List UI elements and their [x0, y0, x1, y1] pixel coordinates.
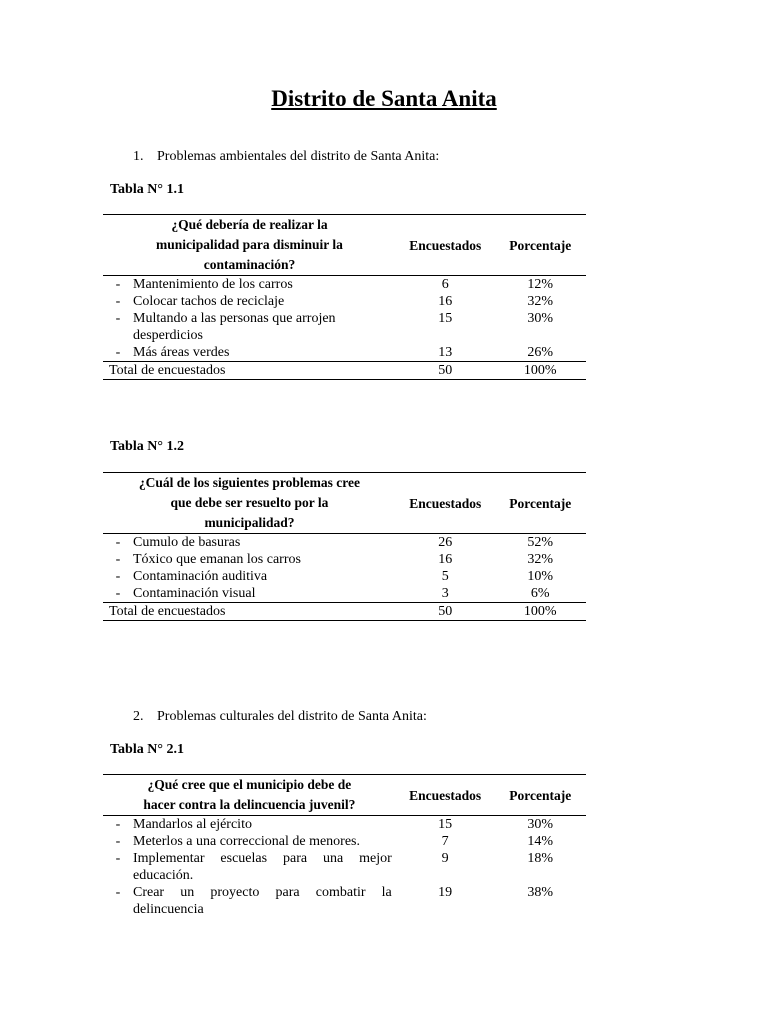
row-porcentaje: 32%	[527, 552, 554, 567]
total-row	[103, 603, 586, 621]
row-porcentaje: 6%	[530, 586, 550, 601]
row-label: Multando a las personas que arrojen desperdicios	[133, 311, 336, 343]
encuestados-header: Encuestados	[396, 775, 495, 816]
section-1-heading	[133, 149, 439, 165]
row-encuestados: 5	[441, 569, 449, 584]
porcentaje-header: Porcentaje	[495, 473, 586, 534]
total-label: Total de encuestados	[103, 603, 396, 621]
row-encuestados: 16	[438, 552, 453, 567]
row-porcentaje: 26%	[527, 345, 554, 360]
question-header	[103, 473, 396, 534]
bullet-dash: -	[115, 851, 121, 866]
table-row	[103, 534, 586, 552]
encuestados-header: Encuestados	[396, 215, 495, 276]
bullet-dash: -	[115, 552, 121, 567]
row-label: Mandarlos al ejército	[133, 817, 252, 832]
question-header	[103, 215, 396, 276]
row-encuestados: 13	[438, 345, 453, 360]
bullet-dash: -	[115, 586, 121, 601]
bullet-dash: -	[115, 535, 121, 550]
bullet-dash: -	[115, 834, 121, 849]
row-label: Implementar escuelas para una mejor educación.	[133, 851, 392, 883]
table-1-2	[103, 472, 586, 621]
table-1-1-label: Tabla N° 1.1	[110, 182, 184, 197]
row-porcentaje: 38%	[527, 885, 554, 900]
table-row	[103, 816, 586, 834]
row-porcentaje: 18%	[527, 851, 554, 866]
row-encuestados: 15	[438, 311, 453, 326]
total-encuestados: 50	[396, 603, 495, 621]
row-label: Contaminación auditiva	[133, 569, 268, 584]
total-row	[103, 362, 586, 380]
bullet-dash: -	[115, 817, 121, 832]
table-row	[103, 276, 586, 294]
table-row	[103, 551, 586, 568]
table-2-1	[103, 774, 586, 918]
section-text: Problemas culturales del distrito de Santa Anita:	[157, 709, 427, 724]
row-encuestados: 26	[438, 535, 453, 550]
question-line: ¿Cuál de los siguientes problemas cree	[138, 475, 361, 490]
row-porcentaje: 30%	[527, 817, 554, 832]
row-label: Tóxico que emanan los carros	[133, 552, 301, 567]
question-line: ¿Qué debería de realizar la	[171, 217, 328, 232]
row-porcentaje: 12%	[527, 277, 554, 292]
row-encuestados: 7	[441, 834, 449, 849]
bullet-dash: -	[115, 569, 121, 584]
bullet-dash: -	[115, 277, 121, 292]
row-porcentaje: 14%	[527, 834, 554, 849]
row-label: Mantenimiento de los carros	[133, 277, 293, 292]
porcentaje-header: Porcentaje	[495, 215, 586, 276]
row-encuestados: 6	[441, 277, 449, 292]
porcentaje-header: Porcentaje	[494, 775, 586, 816]
row-label: Contaminación visual	[133, 586, 256, 601]
bullet-dash: -	[115, 311, 121, 326]
question-line: municipalidad?	[204, 515, 295, 530]
section-text: Problemas ambientales del distrito de Santa Anita:	[157, 149, 440, 164]
table-row	[103, 850, 586, 884]
row-label: Más áreas verdes	[133, 345, 230, 360]
row-encuestados: 15	[438, 817, 453, 832]
table-row	[103, 884, 586, 918]
section-2-heading	[133, 709, 427, 725]
row-encuestados: 16	[438, 294, 453, 309]
row-label: Colocar tachos de reciclaje	[133, 294, 285, 309]
question-line: hacer contra la delincuencia juvenil?	[143, 797, 356, 812]
bullet-dash: -	[115, 885, 121, 900]
table-1-1	[103, 214, 586, 380]
table-row	[103, 568, 586, 585]
table-1-2-label: Tabla N° 1.2	[110, 439, 184, 454]
total-porcentaje: 100%	[495, 603, 586, 621]
row-label: Crear un proyecto para combatir la delincuencia	[133, 885, 392, 917]
total-porcentaje: 100%	[495, 362, 586, 380]
row-encuestados: 19	[438, 885, 453, 900]
table-row	[103, 344, 586, 362]
row-label: Meterlos a una correccional de menores.	[133, 834, 361, 849]
question-line: que debe ser resuelto por la	[170, 495, 329, 510]
section-number: 1.	[133, 149, 144, 164]
row-encuestados: 3	[441, 586, 449, 601]
row-porcentaje: 30%	[527, 311, 554, 326]
bullet-dash: -	[115, 294, 121, 309]
question-line: ¿Qué cree que el municipio debe de	[147, 777, 352, 792]
encuestados-header: Encuestados	[396, 473, 495, 534]
question-line: contaminación?	[203, 257, 296, 272]
table-row	[103, 585, 586, 603]
bullet-dash: -	[115, 345, 121, 360]
row-porcentaje: 52%	[527, 535, 554, 550]
table-row	[103, 833, 586, 850]
total-encuestados: 50	[396, 362, 495, 380]
row-encuestados: 9	[441, 851, 449, 866]
row-porcentaje: 32%	[527, 294, 554, 309]
page-title: Distrito de Santa Anita	[271, 86, 497, 111]
row-porcentaje: 10%	[527, 569, 554, 584]
table-row	[103, 293, 586, 310]
question-line: municipalidad para disminuir la	[155, 237, 343, 252]
question-header	[103, 775, 396, 816]
row-label: Cumulo de basuras	[133, 535, 241, 550]
section-number: 2.	[133, 709, 144, 724]
table-row	[103, 310, 586, 344]
table-2-1-label: Tabla N° 2.1	[110, 742, 184, 757]
total-label: Total de encuestados	[103, 362, 396, 380]
